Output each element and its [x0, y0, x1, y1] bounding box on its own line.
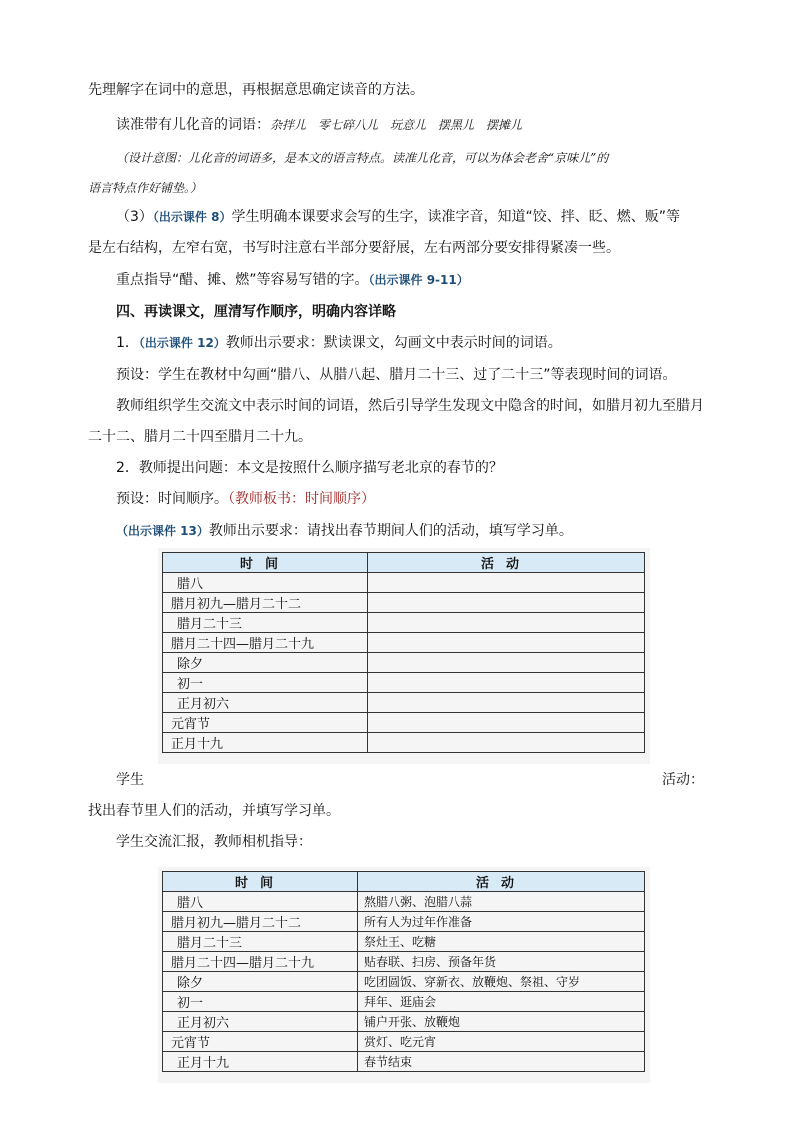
- activity-cell: 贴春联、扫房、预备年货: [358, 952, 645, 972]
- table-row: [163, 992, 645, 1012]
- design-intent-line2: 语言特点作好铺垫。）: [88, 181, 203, 195]
- activity-cell-blank[interactable]: [368, 633, 645, 653]
- header-activity: 活动: [368, 553, 645, 573]
- time-cell: 正月初六: [163, 693, 368, 713]
- table-row: [163, 733, 645, 753]
- table-row: [163, 912, 645, 932]
- table-row: [163, 892, 645, 912]
- item-number: （3）: [116, 209, 153, 225]
- courseware-tag-13: （出示课件 13）: [116, 524, 209, 538]
- time-cell: 腊月二十三: [163, 932, 358, 952]
- activity-cell-blank[interactable]: [368, 653, 645, 673]
- activity-cell-blank[interactable]: [368, 593, 645, 613]
- table-header-row: [163, 553, 645, 573]
- activity-cell: 赏灯、吃元宵: [358, 1032, 645, 1052]
- board-note: （教师板书：时间顺序）: [228, 491, 375, 507]
- design-intent-line1: （设计意图：儿化音的词语多，是本文的语言特点。读准儿化音，可以为体会老舍“京味儿”的: [116, 151, 609, 165]
- table-row: [163, 972, 645, 992]
- table-row: [163, 673, 645, 693]
- time-cell: 腊月初九—腊月二十二: [163, 593, 368, 613]
- time-cell: 元宵节: [163, 1032, 358, 1052]
- activity-cell: 铺户开张、放鞭炮: [358, 1012, 645, 1032]
- activity-cell-blank[interactable]: [368, 673, 645, 693]
- table-row: [163, 713, 645, 733]
- time-cell: 腊月二十四—腊月二十九: [163, 633, 368, 653]
- table-row: [163, 593, 645, 613]
- paragraph-characters: [116, 207, 680, 227]
- paragraph-step3: [116, 521, 573, 541]
- paragraph-step1: [116, 333, 562, 353]
- activity-cell-blank[interactable]: [368, 613, 645, 633]
- activity-cell: 吃团圆饭、穿新衣、放鞭炮、祭祖、守岁: [358, 972, 645, 992]
- time-cell: 腊月二十四—腊月二十九: [163, 952, 358, 972]
- table-row: [163, 932, 645, 952]
- worksheet-table-filled: [162, 871, 645, 1072]
- step3-text: 教师出示要求：请找出春节期间人们的活动，填写学习单。: [208, 523, 573, 539]
- courseware-tag-12: （出示课件 12）: [138, 336, 226, 350]
- section-heading-4: 四、再读课文，厘清写作顺序，明确内容详略: [116, 304, 396, 320]
- time-cell: 除夕: [163, 972, 358, 992]
- table-row: [163, 633, 645, 653]
- time-cell: 正月十九: [163, 733, 368, 753]
- table-row: [163, 952, 645, 972]
- erhua-label: 读准带有儿化音的词语：: [116, 117, 270, 133]
- activity-cell-blank[interactable]: [368, 693, 645, 713]
- activity-cell: 拜年、逛庙会: [358, 992, 645, 1012]
- student-activity-line2: 找出春节里人们的活动，并填写学习单。: [88, 803, 340, 819]
- paragraph-erhua: [116, 115, 522, 135]
- header-time: 时间: [163, 872, 358, 892]
- step1-text: 教师出示要求：默读课文，勾画文中表示时间的词语。: [225, 335, 562, 351]
- paragraph-method: 先理解字在词中的意思，再根据意思确定读音的方法。: [88, 82, 424, 98]
- time-cell: 初一: [163, 992, 358, 1012]
- table-row: [163, 1052, 645, 1072]
- activity-cell: 熬腊八粥、泡腊八蒜: [358, 892, 645, 912]
- time-cell: 腊八: [163, 573, 368, 593]
- student-activity-right: 活动：: [662, 772, 704, 788]
- paragraph-focus: [116, 270, 469, 290]
- preset2-text: 预设：时间顺序。: [116, 491, 228, 507]
- activity-cell: 春节结束: [358, 1052, 645, 1072]
- time-cell: 腊八: [163, 892, 358, 912]
- time-cell: 除夕: [163, 653, 368, 673]
- time-cell: 初一: [163, 673, 368, 693]
- table-row: [163, 573, 645, 593]
- activity-cell: 所有人为过年作准备: [358, 912, 645, 932]
- student-activity-left: 学生: [116, 772, 144, 788]
- table-row: [163, 613, 645, 633]
- table-row: [163, 693, 645, 713]
- activity-cell: 祭灶王、吃糖: [358, 932, 645, 952]
- header-time: 时间: [163, 553, 368, 573]
- time-cell: 元宵节: [163, 713, 368, 733]
- header-activity: 活动: [358, 872, 645, 892]
- table-row: [163, 1032, 645, 1052]
- worksheet-table-blank: [162, 552, 645, 753]
- table-header-row: [163, 872, 645, 892]
- time-cell: 正月十九: [163, 1052, 358, 1072]
- courseware-tag-8: （出示课件 8）: [152, 210, 232, 224]
- paragraph-exchange-line2: 二十二、腊月二十四至腊月二十九。: [88, 429, 312, 445]
- paragraph-exchange-line1: 教师组织学生交流文中表示时间的词语，然后引导学生发现文中隐含的时间，如腊月初九至腊月: [116, 398, 704, 414]
- time-cell: 腊月二十三: [163, 613, 368, 633]
- step1-number: 1．: [116, 335, 139, 351]
- table-row: [163, 1012, 645, 1032]
- paragraph-step2: 2．教师提出问题：本文是按照什么顺序描写老北京的春节的？: [116, 460, 503, 476]
- erhua-words: 杂拌儿 零七碎八儿 玩意儿 摆黑儿 摆摊儿: [270, 118, 523, 132]
- table-row: [163, 653, 645, 673]
- time-cell: 腊月初九—腊月二十二: [163, 912, 358, 932]
- activity-cell-blank[interactable]: [368, 573, 645, 593]
- activity-cell-blank[interactable]: [368, 713, 645, 733]
- time-cell: 正月初六: [163, 1012, 358, 1032]
- paragraph-preset2: [116, 489, 375, 509]
- courseware-tag-9-11: （出示课件 9-11）: [368, 273, 469, 287]
- paragraph-report: 学生交流汇报，教师相机指导：: [116, 834, 312, 850]
- characters-text: 学生明确本课要求会写的生字，读准字音，知道“饺、拌、眨、燃、贩”等: [231, 209, 680, 225]
- activity-cell-blank[interactable]: [368, 733, 645, 753]
- focus-text: 重点指导“醋、摊、燃”等容易写错的字。: [116, 272, 369, 288]
- paragraph-characters-line2: 是左右结构，左窄右宽，书写时注意右半部分要舒展，左右两部分要安排得紧凑一些。: [88, 240, 620, 256]
- paragraph-preset1: 预设：学生在教材中勾画“腊八、从腊八起、腊月二十三、过了二十三”等表现时间的词语。: [116, 367, 677, 383]
